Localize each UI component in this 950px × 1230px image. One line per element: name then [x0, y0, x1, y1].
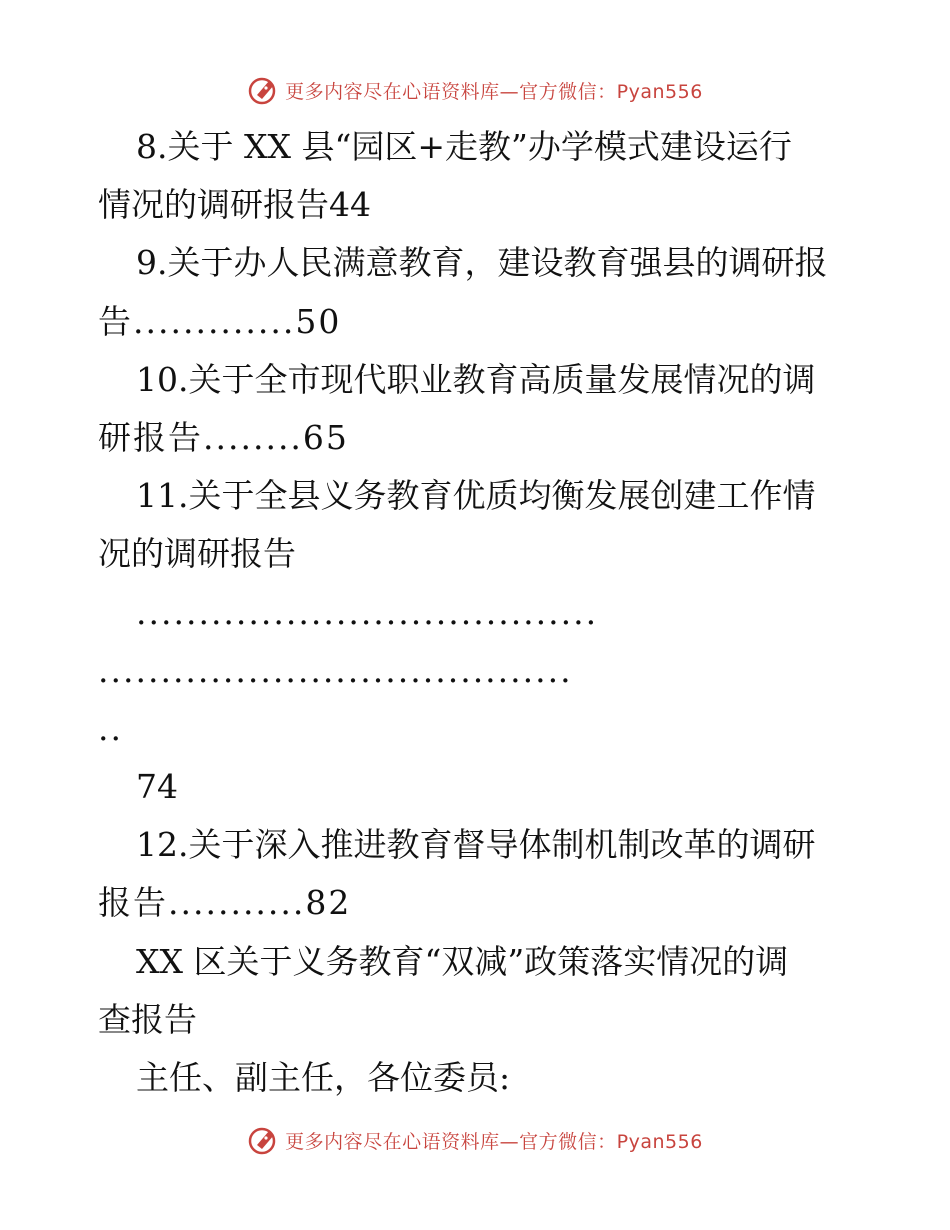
- document-body: [98, 118, 858, 1107]
- watermark-text: 更多内容尽在心语资料库—官方微信：Pyan556: [285, 80, 703, 103]
- salutation: 主任、副主任，各位委员:: [136, 1058, 511, 1097]
- report-title-cont: 查报告: [98, 999, 197, 1039]
- watermark-header: [0, 70, 950, 110]
- toc-leader-dots-1: .....................................: [136, 592, 599, 632]
- pen-nib-circle-icon: [247, 1123, 281, 1157]
- pen-nib-circle-icon: [247, 73, 281, 107]
- toc-entry-9: 9.关于办人民满意教育，建设教育强县的调研报: [136, 243, 828, 283]
- toc-entry-11: 11.关于全县义务教育优质均衡发展创建工作情: [136, 476, 816, 516]
- toc-leader-dots-3: ..: [98, 708, 123, 748]
- toc-entry-8: 8.关于 XX 县“园区+走教”办学模式建设运行: [136, 127, 792, 166]
- toc-page-number: 74: [136, 767, 178, 807]
- toc-entry-10: 10.关于全市现代职业教育高质量发展情况的调: [136, 359, 816, 399]
- toc-leader-dots-2: ......................................: [98, 650, 573, 690]
- toc-entry-9-cont: 告.............50: [98, 301, 342, 341]
- toc-entry-12-cont: 报告...........82: [98, 883, 352, 923]
- watermark-footer: [0, 1120, 950, 1160]
- report-title: XX 区关于义务教育“双减”政策落实情况的调: [136, 941, 789, 981]
- watermark-text: 更多内容尽在心语资料库—官方微信：Pyan556: [285, 1130, 703, 1153]
- toc-entry-11-cont: 况的调研报告: [98, 534, 296, 574]
- toc-entry-12: 12.关于深入推进教育督导体制机制改革的调研: [136, 825, 816, 865]
- toc-entry-8-cont: 情况的调研报告44: [98, 185, 371, 225]
- toc-entry-10-cont: 研报告........65: [98, 417, 349, 457]
